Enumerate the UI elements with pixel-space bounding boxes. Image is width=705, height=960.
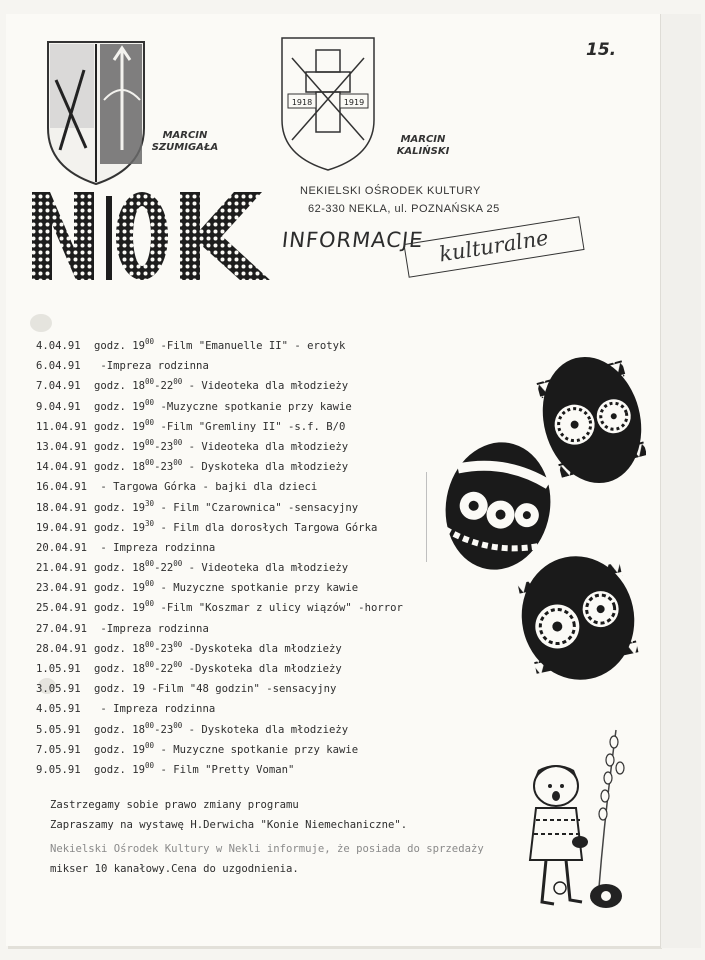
event-date: 20.04.91 bbox=[36, 541, 88, 554]
event-description: -Film "Koszmar z ulicy wiązów" -horror bbox=[160, 602, 403, 615]
event-end-minutes: 00 bbox=[173, 660, 183, 669]
event-end-hour: 23 bbox=[160, 461, 174, 474]
event-row bbox=[36, 518, 403, 538]
event-description: -Impreza rodzinna bbox=[100, 360, 209, 373]
event-row: 14.04.91 godz. $18^{00}-23^{00}$ - Dyskoteka dla młodzieży bbox=[36, 457, 403, 477]
event-start-hour: 19 bbox=[132, 602, 146, 615]
event-start-hour: 19 bbox=[132, 763, 146, 776]
event-start-minutes: 00 bbox=[145, 397, 155, 407]
event-date: 7.05.91 bbox=[36, 743, 81, 756]
event-end-minutes: 00 bbox=[173, 458, 183, 468]
event-start-minutes: 00 bbox=[145, 760, 155, 770]
event-description: - Muzyczne spotkanie przy kawie bbox=[160, 582, 359, 595]
crest-year-right: 1919 bbox=[343, 98, 365, 107]
organization-block bbox=[300, 182, 500, 218]
event-start-minutes: 00 bbox=[145, 599, 155, 609]
event-description: - Dyskoteka dla młodzieży bbox=[188, 461, 349, 474]
event-godz: godz. bbox=[94, 461, 126, 474]
event-row bbox=[36, 538, 403, 558]
event-godz: godz. bbox=[94, 400, 126, 413]
crest-year-left: 1918 bbox=[291, 98, 313, 107]
event-end-minutes: 00 bbox=[173, 377, 183, 387]
nok-logo-icon bbox=[30, 186, 275, 282]
event-date: 16.04.91 bbox=[36, 481, 88, 494]
event-start-hour: 19 bbox=[132, 743, 146, 756]
event-godz: godz. bbox=[94, 683, 126, 696]
event-start-hour: 18 bbox=[132, 642, 146, 655]
event-date: 9.04.91 bbox=[36, 400, 81, 413]
event-row bbox=[36, 477, 403, 497]
event-date: 28.04.91 bbox=[36, 642, 88, 655]
note-program-change: Zastrzegamy sobie prawo zmiany programu bbox=[50, 799, 299, 811]
event-description: - Videoteka dla młodzieży bbox=[188, 380, 349, 393]
crest-szumigala bbox=[44, 40, 148, 186]
event-start-minutes: 00 bbox=[145, 377, 155, 387]
event-row bbox=[36, 578, 403, 598]
event-godz: godz. bbox=[94, 380, 126, 393]
event-description: - Videoteka dla młodzieży bbox=[188, 562, 349, 575]
event-godz: godz. bbox=[94, 743, 126, 756]
event-description: -Dyskoteka dla młodzieży bbox=[188, 663, 342, 675]
event-start-hour: 19 bbox=[132, 501, 146, 514]
event-start-hour: 19 bbox=[132, 420, 146, 433]
heading-informacje: INFORMACJE bbox=[280, 228, 425, 252]
event-description: - Targowa Górka - bajki dla dzieci bbox=[100, 481, 318, 494]
event-start-minutes: 00 bbox=[145, 559, 155, 569]
event-description: - Film "Pretty Voman" bbox=[160, 763, 295, 776]
event-description: -Film "Gremliny II" -s.f. B/0 bbox=[160, 420, 346, 433]
event-description: -Impreza rodzinna bbox=[100, 622, 209, 635]
crest-left-caption: MARCIN SZUMIGAŁA bbox=[151, 130, 219, 153]
event-godz: godz. bbox=[94, 501, 126, 514]
coat-of-arms-icon bbox=[278, 36, 378, 172]
event-godz: godz. bbox=[94, 420, 126, 433]
event-date: 1.05.91 bbox=[36, 663, 81, 675]
event-list bbox=[36, 336, 403, 780]
organization-name: NEKIELSKI OŚRODEK KULTURY bbox=[300, 185, 481, 197]
event-start-hour: 19 bbox=[132, 400, 146, 413]
event-godz: godz. bbox=[94, 642, 126, 655]
divider-line bbox=[426, 472, 427, 562]
event-date: 18.04.91 bbox=[36, 501, 88, 514]
event-row bbox=[36, 498, 403, 518]
event-start-minutes: 30 bbox=[145, 498, 155, 508]
event-description: - Film "Czarownica" -sensacyjny bbox=[160, 501, 359, 514]
nok-logo bbox=[30, 186, 275, 286]
event-row: 1.05.91 godz. $18^{00}-22^{00}$ -Dyskoteka dla młodzieży bbox=[36, 659, 403, 679]
event-start-minutes: 00 bbox=[145, 579, 155, 589]
child-with-pussy-willow-illustration bbox=[520, 720, 630, 924]
event-description: - Film dla dorosłych Targowa Górka bbox=[160, 521, 378, 534]
event-row bbox=[36, 740, 403, 760]
event-description: - Muzyczne spotkanie przy kawie bbox=[160, 743, 359, 756]
event-row bbox=[36, 679, 403, 699]
event-start-hour: 18 bbox=[132, 663, 146, 675]
crest-mid-caption: MARCIN KALIŃSKI bbox=[396, 134, 450, 157]
event-date: 9.05.91 bbox=[36, 763, 81, 776]
event-end-hour: 22 bbox=[160, 380, 174, 393]
event-description: - Impreza rodzinna bbox=[100, 703, 216, 716]
event-date: 25.04.91 bbox=[36, 602, 88, 615]
note-exhibition-invite: Zapraszamy na wystawę H.Derwicha "Konie Niemechaniczne". bbox=[50, 819, 408, 831]
event-date: 6.04.91 bbox=[36, 360, 81, 373]
event-godz: godz. bbox=[94, 602, 126, 615]
event-date: 19.04.91 bbox=[36, 521, 88, 534]
event-description: -Film "Emanuelle II" - erotyk bbox=[160, 340, 346, 352]
event-godz: godz. bbox=[94, 582, 126, 595]
page-edge bbox=[660, 14, 701, 948]
page-number: 15. bbox=[586, 40, 617, 60]
event-end-hour: 22 bbox=[160, 562, 174, 575]
event-description: -Film "48 godzin" -sensacyjny bbox=[151, 683, 337, 696]
event-start-hour: 19 bbox=[132, 521, 146, 534]
easter-egg-icon bbox=[436, 348, 646, 688]
event-row bbox=[36, 699, 403, 719]
event-godz: godz. bbox=[94, 440, 126, 453]
heading-kulturalne-box: kulturalne bbox=[403, 216, 584, 277]
event-row: 5.05.91 godz. $18^{00}-23^{00}$ - Dyskoteka dla młodzieży bbox=[36, 720, 403, 740]
event-date: 11.04.91 bbox=[36, 420, 88, 433]
event-start-hour: 18 bbox=[132, 723, 146, 736]
event-start-minutes: 00 bbox=[145, 417, 155, 427]
note-sale-line-1: Nekielski Ośrodek Kultury w Nekli informuje, że posiada do sprzedaży bbox=[50, 843, 484, 855]
event-row: 21.04.91 godz. $18^{00}-22^{00}$ - Videoteka dla młodzieży bbox=[36, 558, 403, 578]
event-start-hour: 19 bbox=[132, 340, 146, 352]
event-godz: godz. bbox=[94, 521, 126, 534]
event-start-hour: 18 bbox=[132, 461, 146, 474]
event-start-minutes: 00 bbox=[145, 720, 155, 730]
event-date: 14.04.91 bbox=[36, 461, 88, 474]
event-end-minutes: 00 bbox=[173, 437, 183, 447]
event-start-minutes: 00 bbox=[145, 660, 155, 669]
event-start-hour: 18 bbox=[132, 562, 146, 575]
event-date: 13.04.91 bbox=[36, 440, 88, 453]
note-sale-line-2: mikser 10 kanałowy.Cena do uzgodnienia. bbox=[50, 863, 299, 875]
event-godz: godz. bbox=[94, 763, 126, 776]
event-description: - Dyskoteka dla młodzieży bbox=[188, 723, 349, 736]
event-row bbox=[36, 619, 403, 639]
event-description: -Muzyczne spotkanie przy kawie bbox=[160, 400, 352, 413]
event-start-minutes: 00 bbox=[145, 437, 155, 447]
event-row: 7.04.91 godz. $18^{00}-22^{00}$ - Videoteka dla młodzieży bbox=[36, 376, 403, 396]
event-date: 3.05.91 bbox=[36, 683, 81, 696]
event-start-hour: 19 bbox=[132, 440, 146, 453]
event-start-hour: 19 bbox=[132, 582, 146, 595]
event-end-hour: 23 bbox=[160, 440, 174, 453]
event-date: 4.05.91 bbox=[36, 703, 81, 716]
event-end-hour: 23 bbox=[160, 642, 174, 655]
event-date: 5.05.91 bbox=[36, 723, 81, 736]
event-godz: godz. bbox=[94, 663, 126, 675]
event-description: - Impreza rodzinna bbox=[100, 541, 216, 554]
coat-of-arms-icon bbox=[44, 40, 148, 186]
child-figure-icon bbox=[520, 720, 630, 920]
event-date: 23.04.91 bbox=[36, 582, 88, 595]
event-end-hour: 23 bbox=[160, 723, 174, 736]
event-end-minutes: 00 bbox=[173, 559, 183, 569]
event-start-minutes: 00 bbox=[145, 458, 155, 468]
event-row bbox=[36, 336, 403, 356]
event-start-minutes: 00 bbox=[145, 639, 155, 649]
event-godz: godz. bbox=[94, 723, 126, 736]
event-godz: godz. bbox=[94, 340, 126, 352]
event-description: -Dyskoteka dla młodzieży bbox=[188, 642, 342, 655]
event-row: 13.04.91 godz. $19^{00}-23^{00}$ - Videoteka dla młodzieży bbox=[36, 437, 403, 457]
event-end-minutes: 00 bbox=[173, 639, 183, 649]
event-start-minutes: 30 bbox=[145, 518, 155, 528]
event-date: 4.04.91 bbox=[36, 340, 81, 352]
event-start-minutes: 00 bbox=[145, 337, 155, 346]
event-start-hour: 18 bbox=[132, 380, 146, 393]
event-godz: godz. bbox=[94, 562, 126, 575]
event-description: - Videoteka dla młodzieży bbox=[188, 440, 349, 453]
event-row bbox=[36, 760, 403, 780]
event-date: 7.04.91 bbox=[36, 380, 81, 393]
event-row: 28.04.91 godz. $18^{00}-23^{00}$ -Dyskoteka dla młodzieży bbox=[36, 639, 403, 659]
event-date: 21.04.91 bbox=[36, 562, 88, 575]
organization-address: 62-330 NEKLA, ul. POZNAŃSKA 25 bbox=[308, 203, 500, 215]
event-row bbox=[36, 397, 403, 417]
easter-eggs-illustration bbox=[436, 348, 646, 692]
event-row bbox=[36, 417, 403, 437]
event-start-minutes: 00 bbox=[145, 740, 155, 750]
hole-punch-mark bbox=[30, 314, 52, 332]
event-row bbox=[36, 356, 403, 376]
event-end-hour: 22 bbox=[160, 663, 174, 675]
event-end-minutes: 00 bbox=[173, 720, 183, 730]
event-date: 27.04.91 bbox=[36, 622, 88, 635]
crest-kalinski bbox=[278, 36, 378, 172]
event-start-hour: 19 bbox=[132, 683, 146, 696]
event-row bbox=[36, 598, 403, 618]
